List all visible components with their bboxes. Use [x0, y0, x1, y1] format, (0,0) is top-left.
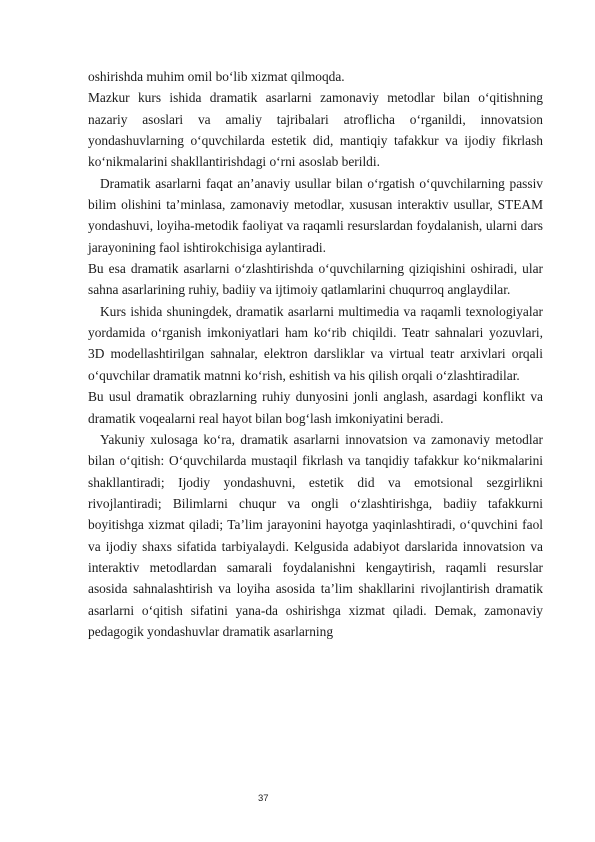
paragraph-1: oshirishda muhim omil bo‘lib xizmat qilmoqda. [88, 69, 345, 84]
body-text [88, 66, 543, 642]
paragraph-6: Bu usul dramatik obrazlarning ruhiy dunyosini jonli anglash, asardagi konflikt va dramatik voqealarni real hayot bilan bog‘lash imkoniyatini beradi. [88, 389, 543, 426]
page-number: 37 [258, 793, 269, 804]
paragraph-3: Dramatik asarlarni faqat an’anaviy usullar bilan o‘rgatish o‘quvchilarning passiv bilim olishini ta’minlasa, zamonaviy metodlar, xususan interaktiv usullar, STEAM yondashuvi, loyiha-metodik faoliyat va raqamli resurslardan foydalanish, ularni dars jarayonining faol ishtirokchisiga aylantiradi. [88, 175, 543, 255]
paragraph-4: Bu esa dramatik asarlarni o‘zlashtirishda o‘quvchilarning qiziqishini oshiradi, ular sahna asarlarining ruhiy, badiiy va ijtimoiy qatlamlarini chuqurroq anglaydilar. [88, 261, 543, 298]
paragraph-2: Mazkur kurs ishida dramatik asarlarni zamonaviy metodlar bilan o‘qitishning nazariy asoslari va amaliy tajribalari atroflicha o‘rganildi, innovatsion yondashuvlarning o‘quvchilarda estetik did, mantiqiy tafakkur va ijodiy fikrlash ko‘nikmalarini shakllantirishdagi o‘rni asoslab berildi. [88, 90, 543, 170]
paragraph-5: Kurs ishida shuningdek, dramatik asarlarni multimedia va raqamli texnologiyalar yordamida o‘rganish imkoniyatlari ham ko‘rib chiqildi. Teatr sahnalari yozuvlari, 3D modellashtirilgan sahnalar, elektron darsliklar va virtual teatr arxivlari orqali o‘quvchilar dramatik matnni ko‘rish, eshitish va his qilish orqali o‘zlashtiradilar. [88, 303, 543, 383]
paragraph-7: Yakuniy xulosaga ko‘ra, dramatik asarlarni innovatsion va zamonaviy metodlar bilan o‘qitish: O‘quvchilarda mustaqil fikrlash va tanqidiy tafakkur ko‘nikmalarini shakllantiradi; Ijodiy yondashuvni, estetik did va emotsional sezgirlikni rivojlantiradi; Bilimlarni chuqur va ongli o‘zlashtirishga, badiiy tafakkurni boyitishga xizmat qiladi; Ta’lim jarayonini hayotga yaqinlashtiradi, o‘quvchini faol va ijodiy shaxs sifatida tarbiyalaydi. Kelgusida adabiyot darslarida innovatsion va interaktiv metodlardan samarali foydalanishni kengaytirish, raqamli resurslar asosida sahnalashtirish va loyiha asosida ta’lim shakllarini rivojlantirish dramatik asarlarni o‘qitish sifatini yana-da oshirishga xizmat qiladi. Demak, zamonaviy pedagogik yondashuvlar dramatik asarlarning [88, 431, 543, 639]
